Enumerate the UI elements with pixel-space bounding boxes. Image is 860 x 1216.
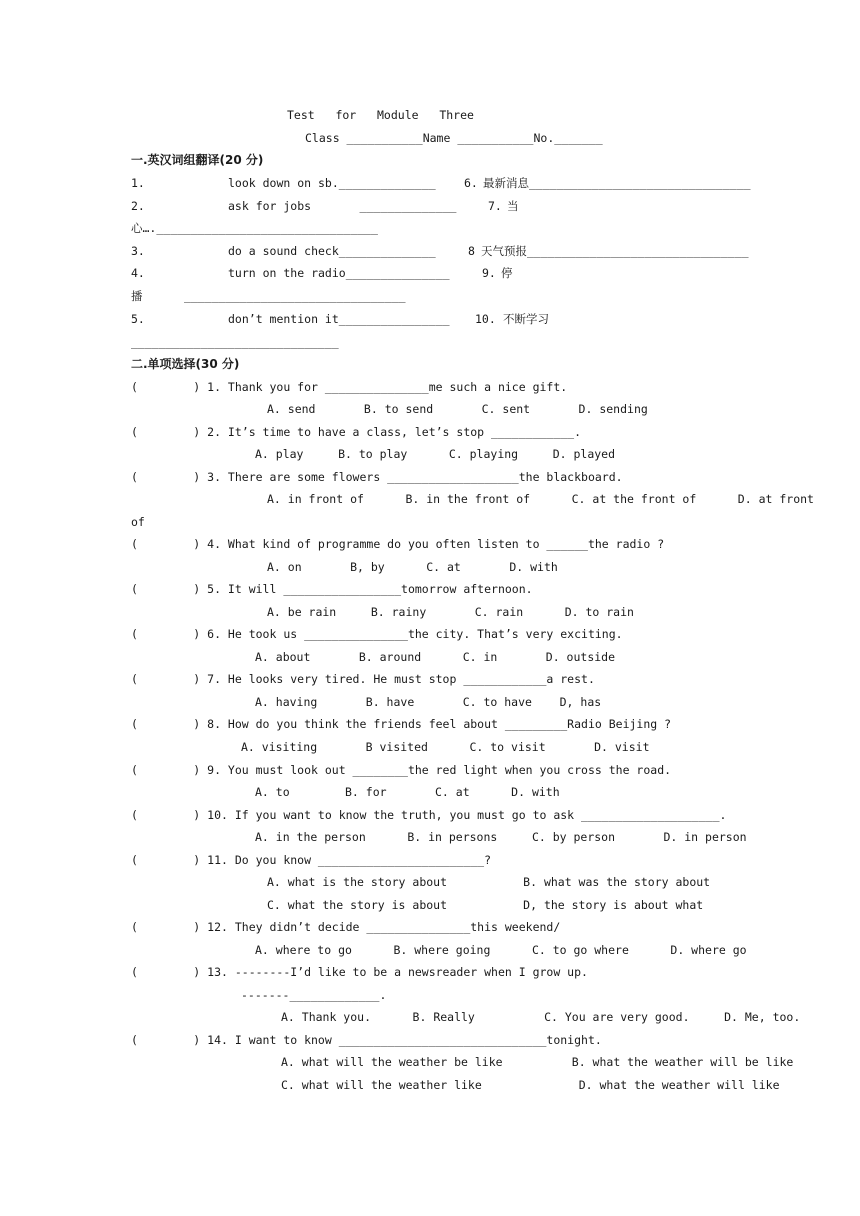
- item-number: 7.: [488, 199, 502, 213]
- options: A. send B. to send C. sent D. sending: [267, 402, 648, 416]
- question: ( ) 1. Thank you for _______________me such a nice gift.: [131, 380, 568, 394]
- question: ( ) 8. How do you think the friends feel about _________Radio Beijing ?: [131, 717, 672, 731]
- phrase-blank: 不断学习: [503, 312, 549, 326]
- item-number: 10.: [475, 312, 496, 326]
- question: ( ) 2. It’s time to have a class, let’s stop ____________.: [131, 425, 582, 439]
- options: A. visiting B visited C. to visit D. visit: [241, 740, 650, 754]
- question: ( ) 6. He took us _______________the city. That’s very exciting.: [131, 627, 623, 641]
- question: ( ) 3. There are some flowers ___________________the blackboard.: [131, 470, 623, 484]
- page-title: Test for Module Three: [287, 108, 474, 122]
- options: C. what will the weather like D. what the weather will like: [281, 1078, 780, 1092]
- item-number: 1.: [131, 176, 145, 190]
- options: A. what is the story about B. what was the story about: [267, 875, 711, 889]
- item-number: 9.: [482, 266, 496, 280]
- phrase-blank: 当: [507, 199, 519, 213]
- options: A. having B. have C. to have D, has: [255, 695, 602, 709]
- item-number: 8: [468, 244, 475, 258]
- item-number: 4.: [131, 266, 145, 280]
- options: A. Thank you. B. Really C. You are very good. D. Me, too.: [281, 1010, 801, 1024]
- options: A. to B. for C. at D. with: [255, 785, 560, 799]
- phrase-blank: 最新消息________________________________: [483, 176, 751, 190]
- question: ( ) 13. --------I’d like to be a newsreader when I grow up.: [131, 965, 588, 979]
- item-number: 5.: [131, 312, 145, 326]
- section-heading: 二.单项选择(30 分): [131, 357, 240, 371]
- answer-blank: -------_____________.: [241, 988, 387, 1002]
- phrase-blank: 天气预报________________________________: [481, 244, 749, 258]
- question: ( ) 11. Do you know ________________________?: [131, 853, 492, 867]
- phrase-blank: ask for jobs ______________: [228, 199, 457, 213]
- options: A. play B. to play C. playing D. played: [255, 447, 616, 461]
- question: ( ) 14. I want to know ______________________________tonight.: [131, 1033, 602, 1047]
- phrase-blank: 停: [501, 266, 513, 280]
- item-number: 2.: [131, 199, 145, 213]
- phrase-blank: turn on the radio_______________: [228, 266, 450, 280]
- options: A. about B. around C. in D. outside: [255, 650, 616, 664]
- item-number: 3.: [131, 244, 145, 258]
- question: ( ) 9. You must look out ________the red light when you cross the road.: [131, 763, 672, 777]
- phrase-blank: do a sound check______________: [228, 244, 436, 258]
- question: ( ) 4. What kind of programme do you often listen to ______the radio ?: [131, 537, 665, 551]
- wrapped-phrase-line: 心….________________________________: [131, 221, 378, 235]
- wrapped-phrase-line: ______________________________: [131, 335, 339, 349]
- options: A. in the person B. in persons C. by person D. in person: [255, 830, 747, 844]
- options: A. in front of B. in the front of C. at the front of D. at front: [267, 492, 814, 506]
- options: A. be rain B. rainy C. rain D. to rain: [267, 605, 634, 619]
- question: ( ) 12. They didn’t decide _______________this weekend/: [131, 920, 561, 934]
- student-info-line: Class ___________Name ___________No._______: [305, 131, 603, 145]
- options: C. what the story is about D, the story is about what: [267, 898, 704, 912]
- question: ( ) 5. It will _________________tomorrow afternoon.: [131, 582, 533, 596]
- options: A. on B, by C. at D. with: [267, 560, 558, 574]
- phrase-blank: look down on sb.______________: [228, 176, 436, 190]
- item-number: 6.: [464, 176, 478, 190]
- options: A. what will the weather be like B. what the weather will be like: [281, 1055, 794, 1069]
- options: A. where to go B. where going C. to go where D. where go: [255, 943, 747, 957]
- wrapped-phrase-line: 播 ________________________________: [131, 289, 406, 303]
- question: ( ) 7. He looks very tired. He must stop ____________a rest.: [131, 672, 595, 686]
- section-heading: 一.英汉词组翻译(20 分): [131, 153, 264, 167]
- question: ( ) 10. If you want to know the truth, you must go to ask ____________________.: [131, 808, 727, 822]
- wrapped-option: of: [131, 515, 145, 529]
- phrase-blank: don’t mention it________________: [228, 312, 450, 326]
